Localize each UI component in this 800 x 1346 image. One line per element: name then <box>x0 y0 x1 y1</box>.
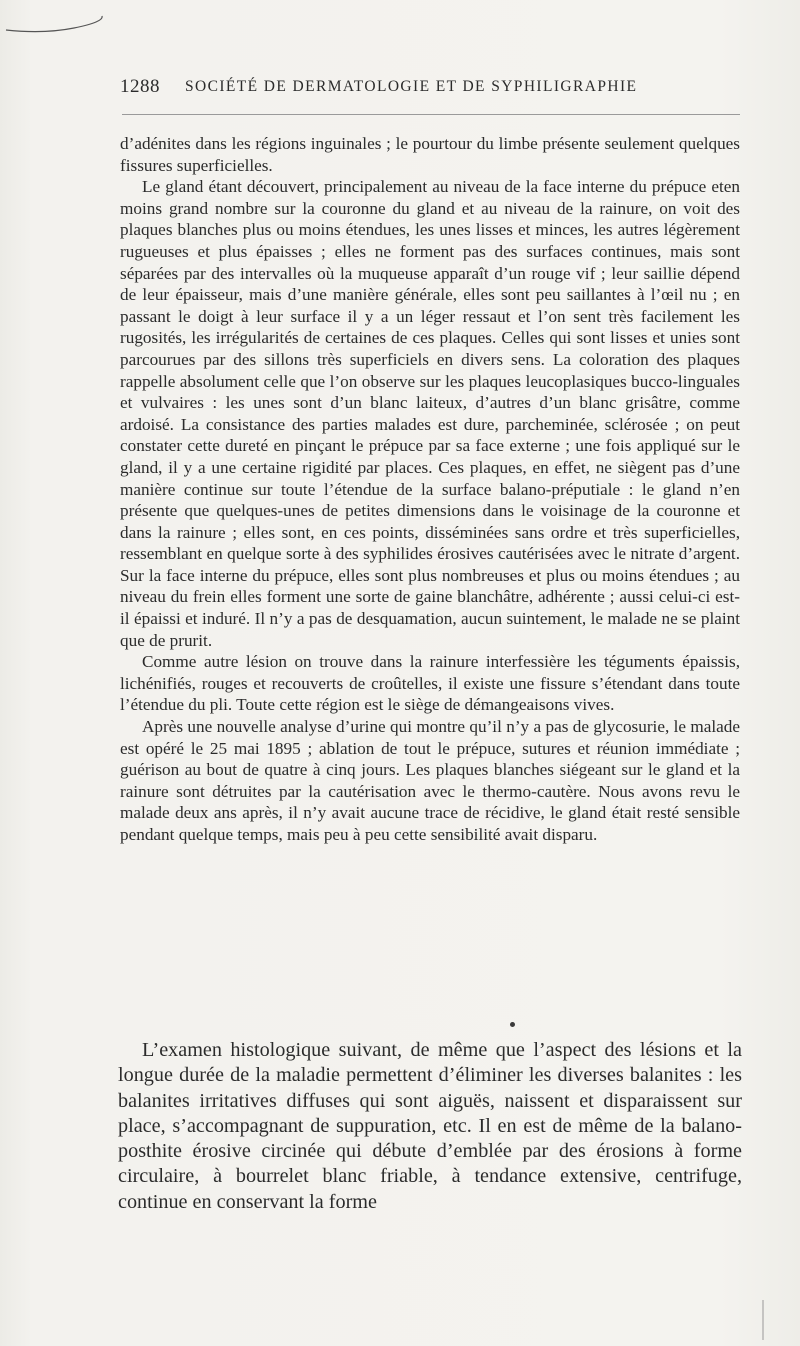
paragraph-2: Le gland étant découvert, principalement au niveau de la face interne du prépuce eten moins grand nombre sur la couronne du gland et au niveau de la rainure, on voit des plaques blanches plus ou moins étendues, les unes lisses et minces, les autres légèrement rugueuses et plus épaisses ; elles ne forment pas des surfaces continues, mais sont séparées par des intervalles où la muqueuse apparaît d’un rouge vif ; leur saillie dépend de leur épaisseur, mais d’une manière générale, elles sont peu saillantes à l’œil nu ; en passant le doigt à leur surface il y a un léger ressaut et l’on sent très facilement les rugosités, les irrégularités de certaines de ces plaques. Celles qui sont lisses et unies sont parcourues par des sillons très superficiels en divers sens. La coloration des plaques rappelle absolument celle que l’on observe sur les plaques leucoplasiques bucco-linguales et vulvaires : les unes sont d’un blanc laiteux, d’autres d’un blanc grisâtre, comme ardoisé. La consistance des parties malades est dure, parcheminée, sclérosée ; on peut constater cette dureté en pinçant le prépuce par sa face externe ; une fois appliqué sur le gland, il y a une certaine rigidité par places. Ces plaques, en effet, ne siègent pas d’une manière continue sur toute l’étendue de la surface balano-préputiale : le gland n’en présente que quelques-unes de petites dimensions dans le voisinage de la couronne et dans la rainure ; elles sont, en ces points, disséminées sans ordre et très superficielles, ressemblant en quelque sorte à des syphilides érosives cautérisées avec le nitrate d’argent. Sur la face interne du prépuce, elles sont plus nombreuses et plus ou moins étendues ; au niveau du frein elles forment une sorte de gaine blanchâtre, adhérente ; aussi celui-ci est-il épaissi et induré. Il n’y a pas de desquamation, aucun suintement, le malade ne se plaint que de prurit. <box>120 177 740 650</box>
corner-pen-mark <box>4 10 104 36</box>
paragraph-5: L’examen histologique suivant, de même que l’aspect des lésions et la longue durée de la maladie permettent d’éliminer les diverses balanites : les balanites irritatives diffuses qui sont aiguës, naissent et disparaissent sur place, s’accompagnant de suppuration, etc. Il en est de même de la balano-posthite érosive circinée qui débute d’emblée par des érosions à forme circulaire, à bourrelet blanc friable, à tendance extensive, centrifuge, continue en conservant la forme <box>118 1039 742 1213</box>
separator-dot <box>510 1022 515 1027</box>
running-title: SOCIÉTÉ DE DERMATOLOGIE ET DE SYPHILIGRAPHIE <box>185 78 638 95</box>
paragraph-1: d’adénites dans les régions inguinales ; le pourtour du limbe présente seulement quelques fissures superficielles. <box>120 134 740 175</box>
paragraph-4: Après une nouvelle analyse d’urine qui montre qu’il n’y a pas de glycosurie, le malade est opéré le 25 mai 1895 ; ablation de tout le prépuce, sutures et réunion immédiate ; guérison au bout de quatre à cinq jours. Les plaques blanches siégeant sur le gland et la rainure sont détruites par la cautérisation avec le thermo-cautère. Nous avons revu le malade deux ans après, il n’y avait aucune trace de récidive, le gland était resté sensible pendant quelque temps, mais peu à peu cette sensibilité avait disparu. <box>120 717 740 844</box>
page-number: 1288 <box>120 76 160 97</box>
header-rule <box>122 114 740 115</box>
running-header <box>120 76 740 104</box>
large-print-text <box>118 1038 742 1215</box>
paragraph-3: Comme autre lésion on trouve dans la rainure interfessière les téguments épaissis, lichénifiés, rouges et recouverts de croûtelles, il existe une fissure s’étendant dans toute l’étendue du pli. Toute cette région est le siège de démangeaisons vives. <box>120 652 740 715</box>
body-text <box>120 133 740 846</box>
page-edge-mark <box>760 1300 766 1340</box>
